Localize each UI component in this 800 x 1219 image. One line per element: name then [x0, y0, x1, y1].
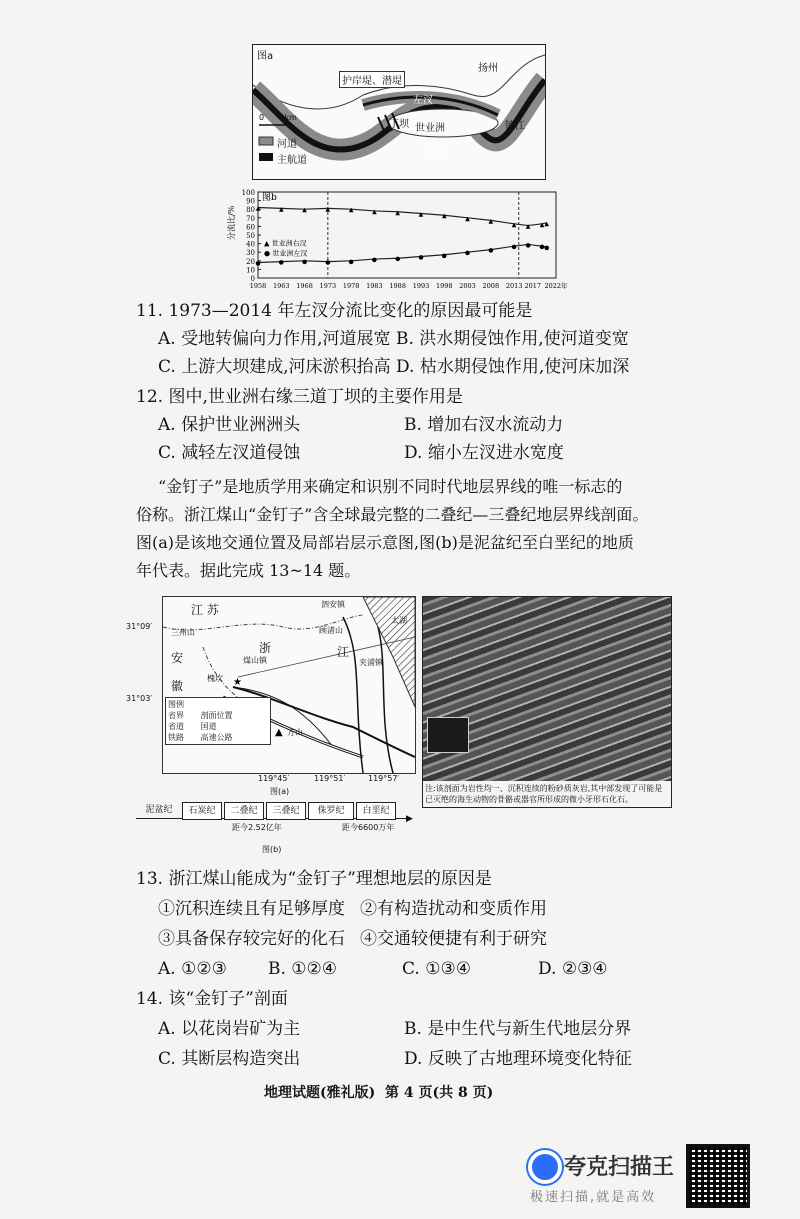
qr-code-icon: [686, 1144, 750, 1208]
label-hu-an: 护岸堤、潜堤: [339, 71, 405, 88]
map-legend-border: 省界: [168, 711, 184, 720]
scanner-logo-icon: [528, 1150, 562, 1184]
map-legend-rail: 铁路: [168, 733, 184, 742]
x-tick-label: 2013: [505, 282, 523, 290]
y-tick-label: 20: [246, 257, 255, 266]
series-point-0: ▲: [441, 212, 447, 220]
series-point-0: ▲: [488, 217, 494, 225]
x-tick-label: 1978: [342, 282, 360, 290]
passage-line-2: 俗称。浙江煤山“金钉子”含全球最完整的二叠纪—三叠纪地层界线剖面。: [136, 505, 649, 524]
chart-b: [226, 180, 576, 292]
x-tick-label: 1988: [389, 282, 406, 290]
q13-option-d[interactable]: D. ②③④: [538, 959, 608, 979]
chart-title: 图b: [262, 193, 277, 203]
q11-option-a[interactable]: A. 受地转偏向力作用,河道展宽: [158, 329, 391, 349]
x-tick-label: 1983: [366, 282, 383, 290]
label-shiye-zhou: 世业洲: [415, 123, 445, 134]
x-tick-label: 1958: [249, 282, 267, 290]
series-point-1: ●: [278, 259, 284, 267]
q12-stem: 12. 图中,世业洲右缘三道丁坝的主要作用是: [136, 387, 463, 407]
q13-item-3: ③具备保存较完好的化石: [158, 929, 345, 949]
map-legend-title: 图例: [168, 700, 184, 709]
map-lat-2: 31°03′: [126, 694, 153, 703]
svg-text:▲: ▲: [275, 727, 283, 738]
series-point-0: ▲: [539, 221, 545, 229]
series-point-1: ●: [525, 241, 531, 249]
period-triassic: 三叠纪: [266, 802, 306, 820]
map-legend-provincial: 省道: [168, 722, 184, 731]
map-an: 安: [171, 651, 184, 665]
q12-option-c[interactable]: C. 减轻左汊道侵蚀: [158, 443, 301, 463]
map-svg: [163, 597, 415, 773]
y-tick-label: 70: [246, 214, 255, 223]
series-point-0: ▲: [525, 223, 531, 231]
map-taihu: 太湖: [391, 616, 407, 625]
q14-option-d[interactable]: D. 反映了古地理环境变化特征: [404, 1049, 632, 1069]
series-point-1: ●: [441, 252, 447, 260]
map-hui: 徽: [171, 679, 184, 693]
map-caption: 图(a): [270, 787, 290, 796]
q13-item-1: ①沉积连续且有足够厚度: [158, 899, 345, 919]
map-legend-profile: 剖面位置: [200, 711, 233, 720]
map-dajishan: 顾渚山: [319, 626, 343, 635]
q13-option-b[interactable]: B. ①②④: [268, 959, 338, 979]
period-carboniferous: 石炭纪: [182, 802, 222, 820]
q12-option-d[interactable]: D. 缩小左汊进水宽度: [404, 443, 564, 463]
series-point-1: ●: [488, 247, 494, 255]
q12-option-b[interactable]: B. 增加右汊水流动力: [404, 415, 564, 435]
y-tick-label: 10: [246, 266, 255, 275]
x-tick-label: 1973: [319, 282, 337, 290]
series-point-0: ▲: [544, 220, 549, 228]
period-jurassic: 侏罗纪: [308, 802, 354, 820]
page-footer: 地理试题(雅礼版) 第 4 页(共 8 页): [264, 1085, 494, 1101]
q14-option-b[interactable]: B. 是中生代与新生代地层分界: [404, 1019, 632, 1039]
x-tick-label: 1963: [273, 282, 290, 290]
photo-note: 注:该剖面为岩性均一、沉积连续的粉砂质灰岩,其中部发现了可能是已灭绝的海生动物的骨骼或器官所形成的微小牙形石化石。: [423, 781, 671, 807]
series-point-1: ●: [539, 243, 545, 251]
label-yangzhou: 扬州: [478, 63, 498, 74]
series-point-1: ●: [371, 256, 378, 264]
chart-ylabel: 分流比/%: [227, 205, 236, 240]
y-tick-label: 80: [246, 206, 255, 215]
q14-option-a[interactable]: A. 以花岗岩矿为主: [158, 1019, 301, 1039]
map-a: [162, 596, 416, 774]
period-devonian: 泥盆纪: [145, 805, 173, 815]
q12-option-a[interactable]: A. 保护世业洲洲头: [158, 415, 301, 435]
y-tick-label: 60: [246, 223, 255, 232]
series-point-1: ●: [255, 260, 261, 268]
figure-a-label: 图a: [257, 51, 274, 62]
label-zuo-cha: 左汊: [413, 95, 433, 106]
map-legend: [165, 697, 271, 745]
series-point-0: ▲: [255, 204, 261, 212]
series-point-1: ●: [418, 254, 424, 261]
series-point-1: ●: [511, 243, 517, 251]
x-tick-label: 1998: [435, 282, 453, 290]
series-point-0: ▲: [511, 221, 517, 229]
q11-stem: 11. 1973—2014 年左汊分流比变化的原因最可能是: [136, 301, 533, 321]
map-fangshan: 方山: [287, 728, 303, 737]
figure-a: [252, 44, 546, 180]
map-hucheng: 夹浦镇: [359, 658, 383, 667]
rock-photo: [422, 596, 672, 808]
x-tick-label: 2017: [524, 282, 541, 290]
period-cretaceous: 白垩纪: [356, 802, 396, 820]
y-tick-label: 50: [246, 232, 255, 240]
y-tick-label: 90: [246, 197, 255, 206]
q13-stem: 13. 浙江煤山能成为“金钉子”理想地层的原因是: [136, 869, 492, 889]
map-legend-national: 国道: [200, 722, 217, 731]
map-legend-highway: 高速公路: [200, 733, 233, 742]
series-point-1: ●: [395, 255, 401, 263]
y-tick-label: 30: [246, 249, 255, 258]
series-point-1: ●: [325, 259, 331, 267]
series-point-1: ●: [464, 249, 471, 257]
map-meishan: 煤山镇: [243, 656, 267, 665]
timeline-mark-2: 距今6600万年: [342, 823, 395, 832]
label-you-cha: 右汊: [429, 149, 449, 160]
legend-river: 河道: [277, 139, 297, 150]
q14-option-c[interactable]: C. 其断层构造突出: [158, 1049, 301, 1069]
label-scale: 0 4km: [259, 113, 297, 122]
timeline: ▶ 泥盆纪 石炭纪 二叠纪 三叠纪 侏罗纪 白垩纪 距今2.52亿年 距今6600万年: [136, 802, 416, 842]
map-zhe: 浙: [259, 641, 272, 655]
svg-text:★: ★: [233, 677, 242, 688]
y-tick-label: 0: [250, 275, 255, 283]
photo-inset: [427, 717, 469, 753]
scanner-slogan: 极速扫描,就是高效: [530, 1190, 657, 1205]
series-point-0: ▲: [395, 209, 400, 217]
series-point-1: ●: [348, 258, 354, 266]
series-point-0: ▲: [302, 206, 307, 214]
series-point-0: ▲: [465, 215, 470, 223]
map-lon-1: 119°45′: [258, 774, 290, 783]
x-tick-label: 2022年: [544, 282, 568, 290]
series-point-0: ▲: [278, 205, 284, 213]
label-zhenjiang: 镇江: [505, 121, 525, 132]
series-point-1: ●: [544, 244, 550, 252]
map-jiangsu: 江 苏: [191, 603, 219, 617]
legend-channel: 主航道: [277, 155, 307, 166]
map-lon-2: 119°51′: [314, 774, 346, 783]
passage-line-4: 年代表。据此完成 13~14 题。: [136, 561, 361, 580]
timeline-caption: 图(b): [262, 845, 282, 854]
figure-b: [226, 180, 576, 292]
legend-entry-1: ● 世业洲左汊: [264, 249, 308, 258]
x-tick-label: 2008: [482, 282, 500, 290]
map-lat-1: 31°09′: [126, 622, 153, 631]
q13-item-4: ④交通较便捷有利于研究: [360, 929, 547, 949]
q11-option-d[interactable]: D. 枯水期侵蚀作用,使河床加深: [396, 357, 630, 377]
label-ding-ba: 丁坝: [389, 119, 409, 130]
q13-item-2: ②有构造扰动和变质作用: [360, 899, 547, 919]
q11-option-b[interactable]: B. 洪水期侵蚀作用,使河道变宽: [396, 329, 629, 349]
series-point-0: ▲: [325, 205, 331, 213]
scanner-brand: 夸克扫描王: [564, 1155, 675, 1180]
map-wangzhen: 泗安镇: [321, 600, 345, 609]
q13-option-c[interactable]: C. ①③④: [402, 959, 471, 979]
map-lon-3: 119°57′: [368, 774, 400, 783]
x-tick-label: 1968: [296, 282, 313, 290]
x-tick-label: 2003: [459, 282, 476, 290]
legend-entry-0: ▲ 世业洲右汊: [264, 239, 307, 248]
scanner-watermark: [524, 1140, 800, 1219]
series-point-0: ▲: [348, 206, 354, 214]
map-jiang: 江: [337, 645, 350, 659]
series-point-1: ●: [301, 258, 308, 266]
q13-option-a[interactable]: A. ①②③: [158, 959, 227, 979]
series-point-0: ▲: [418, 211, 424, 218]
passage-line-3: 图(a)是该地交通位置及局部岩层示意图,图(b)是泥盆纪至白垩纪的地质: [136, 533, 634, 552]
passage-line-1: “金钉子”是地质学用来确定和识别不同时代地层界线的唯一标志的: [158, 477, 623, 496]
y-tick-label: 40: [246, 240, 255, 249]
y-tick-label: 100: [241, 189, 255, 197]
map-sanzhoushan: 三州山: [171, 628, 195, 637]
period-permian: 二叠纪: [224, 802, 264, 820]
q11-option-c[interactable]: C. 上游大坝建成,河床淤积抬高: [158, 357, 391, 377]
map-meishu: 槐坎: [207, 674, 223, 683]
timeline-mark-1: 距今2.52亿年: [232, 823, 282, 832]
series-point-0: ▲: [372, 208, 377, 216]
x-tick-label: 1993: [412, 282, 430, 290]
q14-stem: 14. 该“金钉子”剖面: [136, 989, 288, 1009]
